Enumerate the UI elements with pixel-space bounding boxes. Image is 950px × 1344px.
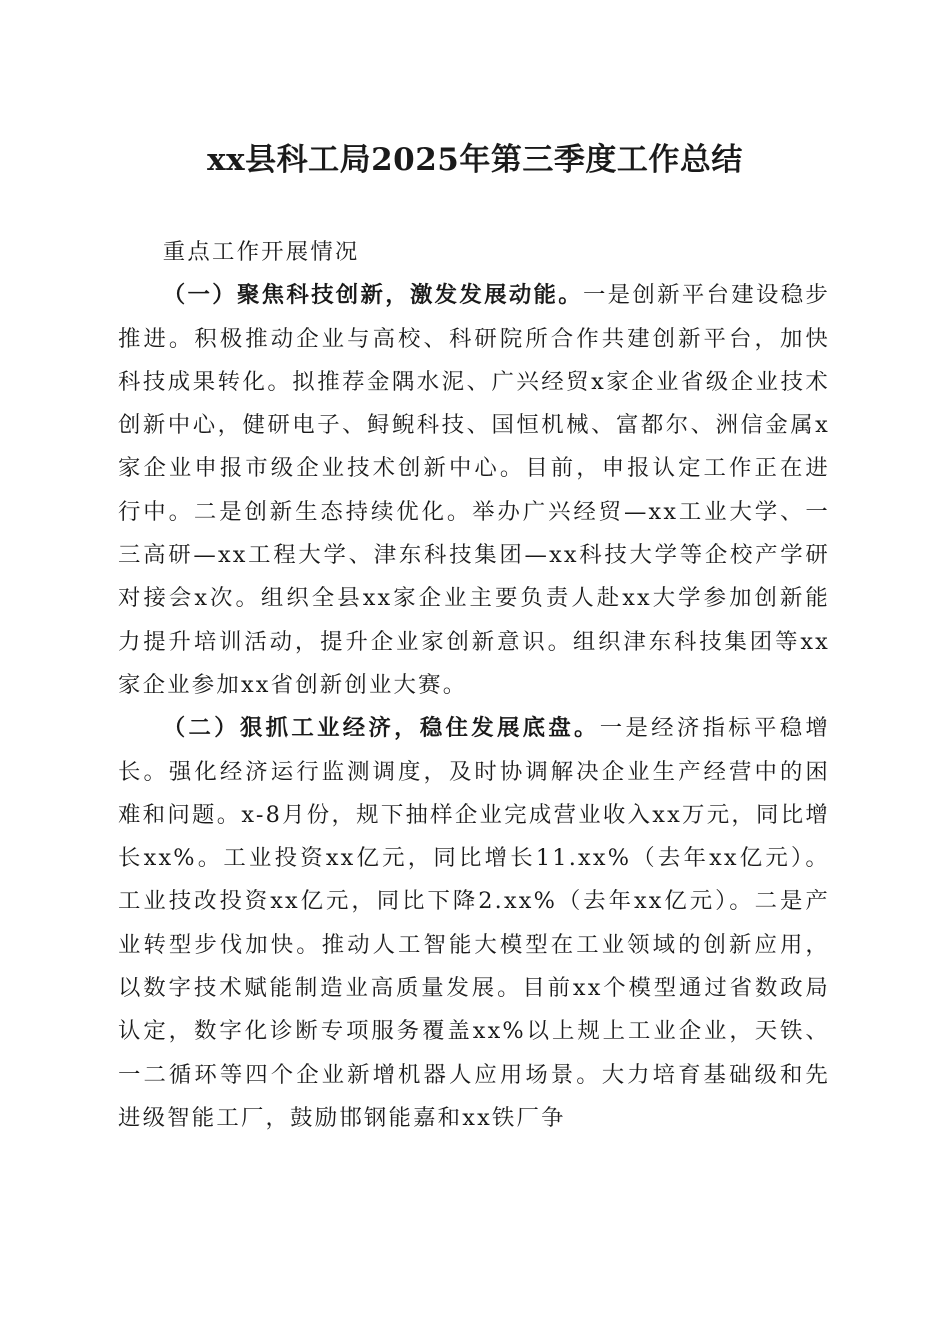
- document-title: xx县科工局2025年第三季度工作总结: [207, 142, 743, 178]
- section-heading: 重点工作开展情况: [162, 239, 360, 265]
- paragraph-2: [118, 707, 830, 1140]
- paragraph-2-lead: （二）狠抓工业经济，稳住发展底盘。: [162, 715, 600, 742]
- paragraph-2-text: 一是经济指标平稳增长。强化经济运行监测调度，及时协调解决企业生产经营中的困难和问题。x-8月份，规下抽样企业完成营业收入xx万元，同比增长xx%。工业投资xx亿元，同比增长11.xx%（去年xx亿元）。工业技改投资xx亿元，同比下降2.xx%（去年xx亿元）。二是产业转型步伐加快。推动人工智能大模型在工业领域的创新应用，以数字技术赋能制造业高质量发展。目前xx个模型通过省数政局认定，数字化诊断专项服务覆盖xx%以上规上工业企业，天铁、一二循环等四个企业新增机器人应用场景。大力培育基础级和先进级智能工厂，鼓励邯钢能嘉和xx铁厂争: [118, 715, 830, 1131]
- document-body: [118, 231, 830, 1140]
- paragraph-1-lead: （一）聚焦科技创新，激发发展动能。: [162, 282, 583, 309]
- paragraph-1: [118, 274, 830, 707]
- paragraph-1-text: 一是创新平台建设稳步推进。积极推动企业与高校、科研院所合作共建创新平台，加快科技成果转化。拟推荐金隅水泥、广兴经贸x家企业省级企业技术创新中心，健研电子、鲟鲵科技、国恒机械、富都尔、洲信金属x家企业申报市级企业技术创新中心。目前，申报认定工作正在进行中。二是创新生态持续优化。举办广兴经贸—xx工业大学、一三高研—xx工程大学、津东科技集团—xx科技大学等企校产学研对接会x次。组织全县xx家企业主要负责人赴xx大学参加创新能力提升培训活动，提升企业家创新意识。组织津东科技集团等xx家企业参加xx省创新创业大赛。: [118, 282, 830, 698]
